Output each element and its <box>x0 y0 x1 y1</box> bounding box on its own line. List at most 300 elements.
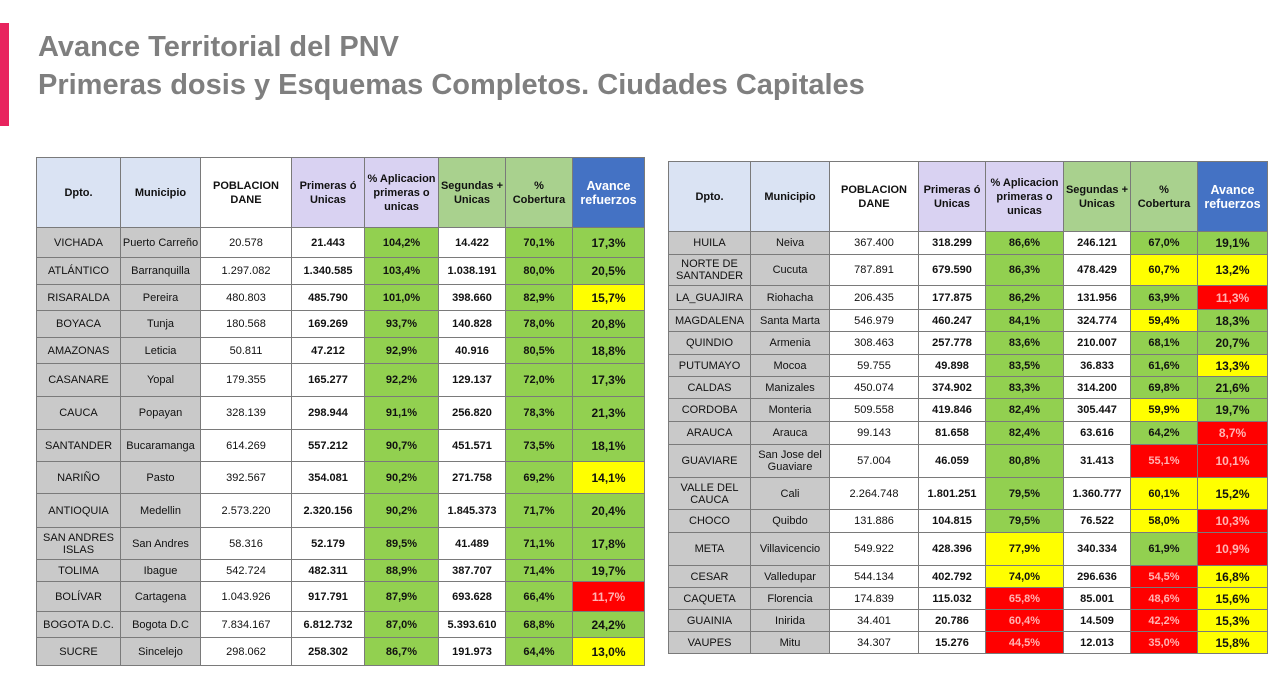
table-row <box>669 377 1268 399</box>
cell-cobertura: 78,0% <box>506 311 573 338</box>
cell-refuerzos: 18,1% <box>573 430 645 462</box>
right-table-body <box>669 232 1268 654</box>
cell-aplicacion: 82,4% <box>986 422 1064 445</box>
col-poblacion-header: POBLACION DANE <box>830 162 919 232</box>
cell-refuerzos: 10,1% <box>1198 445 1268 478</box>
cell-segundas: 478.429 <box>1064 255 1131 286</box>
cell-dpto: ARAUCA <box>669 422 751 445</box>
cell-segundas: 246.121 <box>1064 232 1131 255</box>
accent-bar <box>0 23 9 126</box>
cell-poblacion: 2.573.220 <box>201 494 292 528</box>
cell-refuerzos: 19,7% <box>1198 399 1268 422</box>
cell-refuerzos: 18,3% <box>1198 310 1268 332</box>
cell-cobertura: 70,1% <box>506 228 573 258</box>
cell-primeras: 49.898 <box>919 355 986 377</box>
cell-aplicacion: 79,5% <box>986 510 1064 533</box>
cell-dpto: CAQUETA <box>669 588 751 610</box>
cell-municipio: Arauca <box>751 422 830 445</box>
table-row <box>37 612 645 638</box>
cell-cobertura: 54,5% <box>1131 566 1198 588</box>
cell-aplicacion: 60,4% <box>986 610 1064 632</box>
table-row <box>669 355 1268 377</box>
table-row <box>669 232 1268 255</box>
cell-aplicacion: 90,2% <box>365 462 439 494</box>
col-cobertura-header: % Cobertura <box>506 158 573 228</box>
table-row <box>37 638 645 666</box>
cell-aplicacion: 84,1% <box>986 310 1064 332</box>
cell-aplicacion: 90,7% <box>365 430 439 462</box>
cell-aplicacion: 83,5% <box>986 355 1064 377</box>
cell-cobertura: 60,7% <box>1131 255 1198 286</box>
cell-cobertura: 68,8% <box>506 612 573 638</box>
cell-primeras: 460.247 <box>919 310 986 332</box>
cell-aplicacion: 88,9% <box>365 560 439 582</box>
cell-cobertura: 69,2% <box>506 462 573 494</box>
cell-poblacion: 392.567 <box>201 462 292 494</box>
col-aplicacion-header: % Aplicacion primeras o unicas <box>986 162 1064 232</box>
cell-refuerzos: 15,8% <box>1198 632 1268 654</box>
cell-cobertura: 66,4% <box>506 582 573 612</box>
cell-cobertura: 61,9% <box>1131 533 1198 566</box>
cell-cobertura: 72,0% <box>506 364 573 397</box>
cell-municipio: Cucuta <box>751 255 830 286</box>
cell-aplicacion: 86,6% <box>986 232 1064 255</box>
cell-poblacion: 131.886 <box>830 510 919 533</box>
cell-refuerzos: 18,8% <box>573 338 645 364</box>
cell-municipio: Medellin <box>121 494 201 528</box>
cell-segundas: 191.973 <box>439 638 506 666</box>
cell-segundas: 340.334 <box>1064 533 1131 566</box>
title-line-2: Primeras dosis y Esquemas Completos. Ciudades Capitales <box>38 69 865 101</box>
cell-aplicacion: 83,3% <box>986 377 1064 399</box>
cell-dpto: GUAVIARE <box>669 445 751 478</box>
cell-primeras: 374.902 <box>919 377 986 399</box>
cell-cobertura: 64,2% <box>1131 422 1198 445</box>
cell-refuerzos: 20,4% <box>573 494 645 528</box>
cell-municipio: Bogota D.C <box>121 612 201 638</box>
cell-dpto: CHOCO <box>669 510 751 533</box>
cell-dpto: SANTANDER <box>37 430 121 462</box>
cell-refuerzos: 10,3% <box>1198 510 1268 533</box>
col-aplicacion-header: % Aplicacion primeras o unicas <box>365 158 439 228</box>
cell-primeras: 257.778 <box>919 332 986 355</box>
cell-primeras: 1.340.585 <box>292 258 365 285</box>
cell-cobertura: 71,7% <box>506 494 573 528</box>
left-table-body <box>37 228 645 666</box>
cell-poblacion: 179.355 <box>201 364 292 397</box>
cell-municipio: Quibdo <box>751 510 830 533</box>
cell-dpto: PUTUMAYO <box>669 355 751 377</box>
cell-poblacion: 308.463 <box>830 332 919 355</box>
table-row <box>37 285 645 311</box>
cell-poblacion: 1.043.926 <box>201 582 292 612</box>
cell-cobertura: 71,1% <box>506 528 573 560</box>
cell-dpto: VALLE DEL CAUCA <box>669 478 751 510</box>
cell-primeras: 115.032 <box>919 588 986 610</box>
table-row <box>37 462 645 494</box>
table-row <box>669 566 1268 588</box>
cell-primeras: 428.396 <box>919 533 986 566</box>
cell-refuerzos: 24,2% <box>573 612 645 638</box>
cell-segundas: 693.628 <box>439 582 506 612</box>
cell-aplicacion: 89,5% <box>365 528 439 560</box>
cell-cobertura: 61,6% <box>1131 355 1198 377</box>
cell-segundas: 305.447 <box>1064 399 1131 422</box>
cell-segundas: 31.413 <box>1064 445 1131 478</box>
cell-dpto: NORTE DE SANTANDER <box>669 255 751 286</box>
cell-poblacion: 2.264.748 <box>830 478 919 510</box>
cell-refuerzos: 17,3% <box>573 228 645 258</box>
cell-cobertura: 48,6% <box>1131 588 1198 610</box>
cell-poblacion: 20.578 <box>201 228 292 258</box>
cell-refuerzos: 21,6% <box>1198 377 1268 399</box>
cell-municipio: San Andres <box>121 528 201 560</box>
cell-refuerzos: 20,7% <box>1198 332 1268 355</box>
cell-primeras: 104.815 <box>919 510 986 533</box>
cell-aplicacion: 80,8% <box>986 445 1064 478</box>
cell-dpto: ANTIOQUIA <box>37 494 121 528</box>
cell-segundas: 256.820 <box>439 397 506 430</box>
cell-refuerzos: 11,7% <box>573 582 645 612</box>
cell-aplicacion: 101,0% <box>365 285 439 311</box>
cell-segundas: 5.393.610 <box>439 612 506 638</box>
page-title <box>38 28 865 104</box>
table-row <box>669 255 1268 286</box>
cell-segundas: 14.509 <box>1064 610 1131 632</box>
right-data-table <box>668 161 1268 654</box>
cell-poblacion: 549.922 <box>830 533 919 566</box>
cell-municipio: Armenia <box>751 332 830 355</box>
cell-cobertura: 59,9% <box>1131 399 1198 422</box>
cell-municipio: Pereira <box>121 285 201 311</box>
cell-refuerzos: 20,5% <box>573 258 645 285</box>
cell-dpto: CALDAS <box>669 377 751 399</box>
col-refuerzos-header: Avance refuerzos <box>573 158 645 228</box>
cell-cobertura: 35,0% <box>1131 632 1198 654</box>
table-row <box>37 258 645 285</box>
table-row <box>37 311 645 338</box>
cell-refuerzos: 21,3% <box>573 397 645 430</box>
cell-segundas: 40.916 <box>439 338 506 364</box>
cell-poblacion: 542.724 <box>201 560 292 582</box>
cell-municipio: Puerto Carreño <box>121 228 201 258</box>
table-row <box>669 610 1268 632</box>
cell-poblacion: 99.143 <box>830 422 919 445</box>
cell-aplicacion: 92,2% <box>365 364 439 397</box>
cell-dpto: SAN ANDRES ISLAS <box>37 528 121 560</box>
cell-dpto: QUINDIO <box>669 332 751 355</box>
cell-poblacion: 174.839 <box>830 588 919 610</box>
cell-cobertura: 80,5% <box>506 338 573 364</box>
cell-aplicacion: 92,9% <box>365 338 439 364</box>
table-row <box>37 397 645 430</box>
cell-poblacion: 57.004 <box>830 445 919 478</box>
cell-cobertura: 59,4% <box>1131 310 1198 332</box>
cell-cobertura: 63,9% <box>1131 286 1198 310</box>
cell-poblacion: 787.891 <box>830 255 919 286</box>
table-row <box>669 445 1268 478</box>
cell-dpto: RISARALDA <box>37 285 121 311</box>
cell-dpto: AMAZONAS <box>37 338 121 364</box>
table-row <box>669 632 1268 654</box>
cell-segundas: 1.360.777 <box>1064 478 1131 510</box>
cell-municipio: Cali <box>751 478 830 510</box>
cell-segundas: 36.833 <box>1064 355 1131 377</box>
cell-poblacion: 34.307 <box>830 632 919 654</box>
cell-poblacion: 206.435 <box>830 286 919 310</box>
cell-primeras: 46.059 <box>919 445 986 478</box>
cell-primeras: 557.212 <box>292 430 365 462</box>
cell-segundas: 324.774 <box>1064 310 1131 332</box>
col-poblacion-header: POBLACION DANE <box>201 158 292 228</box>
cell-poblacion: 509.558 <box>830 399 919 422</box>
cell-segundas: 387.707 <box>439 560 506 582</box>
cell-refuerzos: 14,1% <box>573 462 645 494</box>
cell-poblacion: 546.979 <box>830 310 919 332</box>
cell-refuerzos: 8,7% <box>1198 422 1268 445</box>
cell-segundas: 398.660 <box>439 285 506 311</box>
cell-aplicacion: 83,6% <box>986 332 1064 355</box>
cell-cobertura: 67,0% <box>1131 232 1198 255</box>
cell-poblacion: 614.269 <box>201 430 292 462</box>
cell-aplicacion: 104,2% <box>365 228 439 258</box>
cell-aplicacion: 93,7% <box>365 311 439 338</box>
table-row <box>669 533 1268 566</box>
cell-refuerzos: 16,8% <box>1198 566 1268 588</box>
cell-segundas: 41.489 <box>439 528 506 560</box>
table-row <box>669 588 1268 610</box>
cell-primeras: 318.299 <box>919 232 986 255</box>
cell-refuerzos: 15,3% <box>1198 610 1268 632</box>
cell-aplicacion: 86,7% <box>365 638 439 666</box>
cell-segundas: 63.616 <box>1064 422 1131 445</box>
cell-municipio: Leticia <box>121 338 201 364</box>
cell-aplicacion: 74,0% <box>986 566 1064 588</box>
cell-dpto: HUILA <box>669 232 751 255</box>
cell-cobertura: 58,0% <box>1131 510 1198 533</box>
cell-dpto: ATLÁNTICO <box>37 258 121 285</box>
cell-refuerzos: 13,2% <box>1198 255 1268 286</box>
cell-municipio: Popayan <box>121 397 201 430</box>
col-primeras-header: Primeras ó Unicas <box>919 162 986 232</box>
cell-refuerzos: 10,9% <box>1198 533 1268 566</box>
cell-aplicacion: 86,3% <box>986 255 1064 286</box>
cell-segundas: 12.013 <box>1064 632 1131 654</box>
cell-primeras: 298.944 <box>292 397 365 430</box>
cell-segundas: 14.422 <box>439 228 506 258</box>
header-row <box>669 162 1268 232</box>
cell-segundas: 1.038.191 <box>439 258 506 285</box>
table-row <box>37 582 645 612</box>
table-row <box>669 510 1268 533</box>
cell-cobertura: 64,4% <box>506 638 573 666</box>
cell-primeras: 169.269 <box>292 311 365 338</box>
col-segundas-header: Segundas + Unicas <box>1064 162 1131 232</box>
cell-primeras: 2.320.156 <box>292 494 365 528</box>
cell-refuerzos: 20,8% <box>573 311 645 338</box>
cell-municipio: Ibague <box>121 560 201 582</box>
cell-municipio: Manizales <box>751 377 830 399</box>
cell-cobertura: 73,5% <box>506 430 573 462</box>
cell-primeras: 165.277 <box>292 364 365 397</box>
cell-primeras: 47.212 <box>292 338 365 364</box>
table-row <box>669 422 1268 445</box>
cell-primeras: 81.658 <box>919 422 986 445</box>
cell-dpto: MAGDALENA <box>669 310 751 332</box>
cell-refuerzos: 15,2% <box>1198 478 1268 510</box>
cell-poblacion: 50.811 <box>201 338 292 364</box>
cell-refuerzos: 13,3% <box>1198 355 1268 377</box>
cell-primeras: 482.311 <box>292 560 365 582</box>
cell-refuerzos: 17,3% <box>573 364 645 397</box>
cell-municipio: Cartagena <box>121 582 201 612</box>
cell-primeras: 177.875 <box>919 286 986 310</box>
cell-cobertura: 78,3% <box>506 397 573 430</box>
cell-primeras: 402.792 <box>919 566 986 588</box>
col-dpto-header: Dpto. <box>669 162 751 232</box>
cell-primeras: 15.276 <box>919 632 986 654</box>
cell-primeras: 21.443 <box>292 228 365 258</box>
cell-municipio: Barranquilla <box>121 258 201 285</box>
cell-poblacion: 58.316 <box>201 528 292 560</box>
cell-aplicacion: 86,2% <box>986 286 1064 310</box>
cell-primeras: 52.179 <box>292 528 365 560</box>
cell-primeras: 917.791 <box>292 582 365 612</box>
cell-cobertura: 80,0% <box>506 258 573 285</box>
cell-poblacion: 34.401 <box>830 610 919 632</box>
cell-poblacion: 1.297.082 <box>201 258 292 285</box>
cell-primeras: 6.812.732 <box>292 612 365 638</box>
cell-poblacion: 7.834.167 <box>201 612 292 638</box>
col-municipio-header: Municipio <box>751 162 830 232</box>
cell-municipio: Bucaramanga <box>121 430 201 462</box>
cell-poblacion: 298.062 <box>201 638 292 666</box>
cell-poblacion: 59.755 <box>830 355 919 377</box>
cell-segundas: 76.522 <box>1064 510 1131 533</box>
table-row <box>37 494 645 528</box>
cell-dpto: VICHADA <box>37 228 121 258</box>
col-refuerzos-header: Avance refuerzos <box>1198 162 1268 232</box>
cell-aplicacion: 90,2% <box>365 494 439 528</box>
cell-primeras: 419.846 <box>919 399 986 422</box>
cell-refuerzos: 15,6% <box>1198 588 1268 610</box>
cell-municipio: Valledupar <box>751 566 830 588</box>
cell-dpto: BOYACA <box>37 311 121 338</box>
cell-poblacion: 450.074 <box>830 377 919 399</box>
cell-refuerzos: 11,3% <box>1198 286 1268 310</box>
cell-cobertura: 69,8% <box>1131 377 1198 399</box>
cell-aplicacion: 82,4% <box>986 399 1064 422</box>
col-segundas-header: Segundas + Unicas <box>439 158 506 228</box>
cell-dpto: BOLÍVAR <box>37 582 121 612</box>
cell-segundas: 271.758 <box>439 462 506 494</box>
cell-cobertura: 60,1% <box>1131 478 1198 510</box>
cell-primeras: 258.302 <box>292 638 365 666</box>
cell-primeras: 1.801.251 <box>919 478 986 510</box>
cell-refuerzos: 13,0% <box>573 638 645 666</box>
cell-segundas: 296.636 <box>1064 566 1131 588</box>
cell-cobertura: 42,2% <box>1131 610 1198 632</box>
cell-aplicacion: 91,1% <box>365 397 439 430</box>
table-row <box>37 228 645 258</box>
table-row <box>669 286 1268 310</box>
cell-municipio: Yopal <box>121 364 201 397</box>
cell-aplicacion: 65,8% <box>986 588 1064 610</box>
cell-refuerzos: 17,8% <box>573 528 645 560</box>
cell-refuerzos: 19,7% <box>573 560 645 582</box>
header-row <box>37 158 645 228</box>
cell-poblacion: 480.803 <box>201 285 292 311</box>
cell-segundas: 1.845.373 <box>439 494 506 528</box>
cell-municipio: Neiva <box>751 232 830 255</box>
table-row <box>37 364 645 397</box>
cell-municipio: Pasto <box>121 462 201 494</box>
cell-primeras: 679.590 <box>919 255 986 286</box>
cell-dpto: GUAINIA <box>669 610 751 632</box>
cell-segundas: 210.007 <box>1064 332 1131 355</box>
cell-segundas: 314.200 <box>1064 377 1131 399</box>
cell-poblacion: 367.400 <box>830 232 919 255</box>
table-row <box>669 332 1268 355</box>
cell-dpto: VAUPES <box>669 632 751 654</box>
cell-primeras: 354.081 <box>292 462 365 494</box>
table-row <box>669 399 1268 422</box>
cell-segundas: 129.137 <box>439 364 506 397</box>
cell-segundas: 451.571 <box>439 430 506 462</box>
cell-municipio: Sincelejo <box>121 638 201 666</box>
col-dpto-header: Dpto. <box>37 158 121 228</box>
cell-municipio: San Jose del Guaviare <box>751 445 830 478</box>
cell-dpto: LA_GUAJIRA <box>669 286 751 310</box>
cell-dpto: NARIÑO <box>37 462 121 494</box>
table-row <box>37 528 645 560</box>
cell-aplicacion: 87,0% <box>365 612 439 638</box>
cell-aplicacion: 87,9% <box>365 582 439 612</box>
cell-municipio: Florencia <box>751 588 830 610</box>
cell-cobertura: 71,4% <box>506 560 573 582</box>
col-primeras-header: Primeras ó Unicas <box>292 158 365 228</box>
cell-refuerzos: 19,1% <box>1198 232 1268 255</box>
cell-refuerzos: 15,7% <box>573 285 645 311</box>
cell-municipio: Mocoa <box>751 355 830 377</box>
cell-dpto: CORDOBA <box>669 399 751 422</box>
cell-municipio: Villavicencio <box>751 533 830 566</box>
table-row <box>37 338 645 364</box>
cell-cobertura: 82,9% <box>506 285 573 311</box>
cell-cobertura: 55,1% <box>1131 445 1198 478</box>
col-municipio-header: Municipio <box>121 158 201 228</box>
cell-dpto: CASANARE <box>37 364 121 397</box>
cell-primeras: 20.786 <box>919 610 986 632</box>
cell-municipio: Tunja <box>121 311 201 338</box>
table-row <box>37 560 645 582</box>
cell-dpto: BOGOTA D.C. <box>37 612 121 638</box>
left-data-table <box>36 157 645 666</box>
cell-primeras: 485.790 <box>292 285 365 311</box>
cell-municipio: Inirida <box>751 610 830 632</box>
table-row <box>37 430 645 462</box>
cell-poblacion: 328.139 <box>201 397 292 430</box>
cell-municipio: Riohacha <box>751 286 830 310</box>
table-row <box>669 310 1268 332</box>
cell-segundas: 85.001 <box>1064 588 1131 610</box>
cell-dpto: CAUCA <box>37 397 121 430</box>
cell-aplicacion: 79,5% <box>986 478 1064 510</box>
cell-municipio: Mitu <box>751 632 830 654</box>
col-cobertura-header: % Cobertura <box>1131 162 1198 232</box>
cell-poblacion: 544.134 <box>830 566 919 588</box>
cell-aplicacion: 77,9% <box>986 533 1064 566</box>
